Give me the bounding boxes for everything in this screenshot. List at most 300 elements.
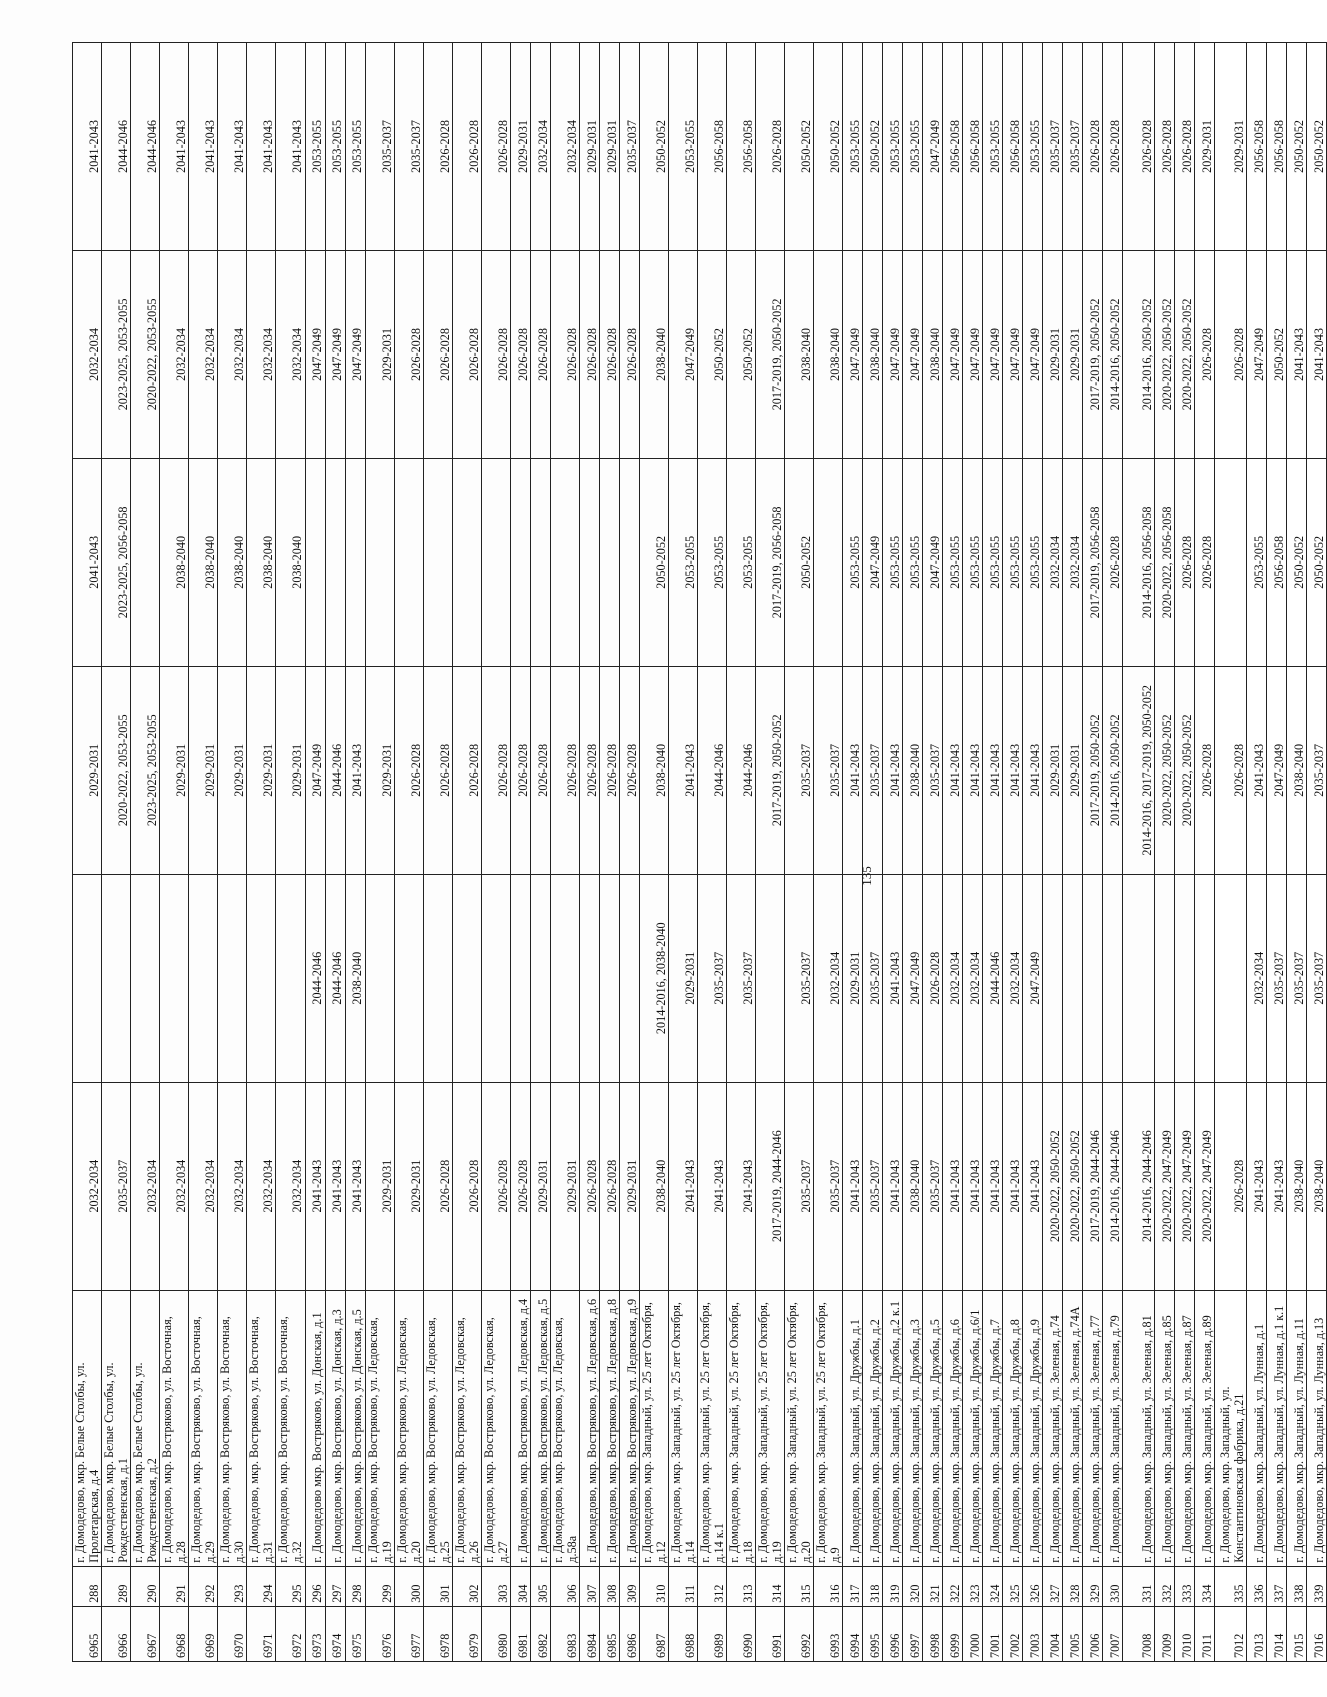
period-cell: 2032-2034 bbox=[218, 250, 247, 458]
period-cell bbox=[1215, 458, 1247, 666]
period-cell: 2026-2028 bbox=[1215, 250, 1247, 458]
table-row bbox=[1175, 43, 1195, 1662]
period-cell: 2035-2037 bbox=[923, 666, 943, 874]
period-cell: 2053-2055 bbox=[668, 43, 697, 251]
period-cell: 2041-2043 bbox=[325, 1082, 345, 1290]
period-cell: 2026-2028 bbox=[579, 250, 599, 458]
period-cell: 2026-2028 bbox=[923, 874, 943, 1082]
row-number-cell: 330 bbox=[1103, 1566, 1123, 1606]
period-cell: 2026-2028 bbox=[481, 250, 510, 458]
row-number-cell: 293 bbox=[218, 1566, 247, 1606]
period-cell: 2053-2055 bbox=[983, 458, 1003, 666]
row-number-cell: 320 bbox=[903, 1566, 923, 1606]
table-row bbox=[1195, 43, 1215, 1662]
period-cell bbox=[599, 458, 619, 666]
row-number-cell: 308 bbox=[599, 1566, 619, 1606]
period-cell: 2056-2058 bbox=[1247, 43, 1267, 251]
address-cell: г. Домодедово, мкр. Востряково, ул. Ледовская, д.8 bbox=[599, 1290, 619, 1566]
table-row bbox=[1307, 43, 1327, 1662]
period-cell: 2026-2028 bbox=[481, 1082, 510, 1290]
period-cell: 2017-2019, 2050-2052 bbox=[756, 250, 785, 458]
period-cell: 2050-2052 bbox=[814, 43, 843, 251]
period-cell: 2053-2055 bbox=[983, 43, 1003, 251]
period-cell: 2047-2049 bbox=[923, 458, 943, 666]
row-number-cell: 305 bbox=[530, 1566, 550, 1606]
row-number-cell: 328 bbox=[1063, 1566, 1083, 1606]
period-cell: 2029-2031 bbox=[218, 666, 247, 874]
row-id-cell: 7003 bbox=[1023, 1606, 1043, 1661]
period-cell: 2041-2043 bbox=[1287, 250, 1307, 458]
period-cell: 2035-2037 bbox=[1267, 874, 1287, 1082]
period-cell: 2014-2016, 2038-2040 bbox=[639, 874, 668, 1082]
period-cell bbox=[73, 874, 102, 1082]
row-id-cell: 6967 bbox=[131, 1606, 160, 1661]
row-id-cell: 6995 bbox=[863, 1606, 883, 1661]
period-cell: 2047-2049 bbox=[943, 250, 963, 458]
address-cell: г. Домодедово, мкр. Белые Столбы, ул. Пролетарская, д.4 bbox=[73, 1290, 102, 1566]
period-cell: 2056-2058 bbox=[1267, 43, 1287, 251]
period-cell: 2047-2049 bbox=[345, 250, 365, 458]
period-cell: 2044-2046 bbox=[102, 43, 131, 251]
period-cell: 2029-2031 bbox=[1195, 43, 1215, 251]
table-row bbox=[883, 43, 903, 1662]
period-cell bbox=[1155, 874, 1175, 1082]
period-cell: 2041-2043 bbox=[1023, 666, 1043, 874]
address-cell: г. Домодедово, мкр. Востряково, ул. Восточная, д.31 bbox=[247, 1290, 276, 1566]
period-cell: 2050-2052 bbox=[1307, 458, 1327, 666]
period-cell: 2053-2055 bbox=[1023, 43, 1043, 251]
address-cell: г. Домодедово, мкр. Западный, ул. Дружбы, д.6/1 bbox=[963, 1290, 983, 1566]
row-id-cell: 6991 bbox=[756, 1606, 785, 1661]
period-cell: 2041-2043 bbox=[943, 1082, 963, 1290]
period-cell: 2053-2055 bbox=[1023, 458, 1043, 666]
period-cell: 2035-2037 bbox=[785, 666, 814, 874]
period-cell: 2029-2031 bbox=[668, 874, 697, 1082]
period-cell: 2053-2055 bbox=[843, 43, 863, 251]
address-cell: г. Домодедово, мкр. Западный, ул. Дружбы, д.5 bbox=[923, 1290, 943, 1566]
row-number-cell: 322 bbox=[943, 1566, 963, 1606]
period-cell: 2035-2037 bbox=[785, 874, 814, 1082]
period-cell: 2053-2055 bbox=[1247, 458, 1267, 666]
period-cell: 2044-2046 bbox=[983, 874, 1003, 1082]
period-cell: 2023-2025, 2053-2055 bbox=[131, 666, 160, 874]
table-row bbox=[452, 43, 481, 1662]
table-row bbox=[903, 43, 923, 1662]
period-cell: 2038-2040 bbox=[785, 250, 814, 458]
period-cell: 2041-2043 bbox=[983, 1082, 1003, 1290]
address-cell: г. Домодедово, мкр. Западный, ул. Зеленая, д.74А bbox=[1063, 1290, 1083, 1566]
period-cell bbox=[189, 874, 218, 1082]
period-cell: 2035-2037 bbox=[102, 1082, 131, 1290]
period-cell: 2038-2040 bbox=[160, 458, 189, 666]
row-number-cell: 321 bbox=[923, 1566, 943, 1606]
address-cell: г. Домодедово, мкр. Западный, ул. Зеленая, д.77 bbox=[1083, 1290, 1103, 1566]
period-cell: 2014-2016, 2050-2052 bbox=[1123, 250, 1155, 458]
row-id-cell: 6978 bbox=[423, 1606, 452, 1661]
period-cell: 2035-2037 bbox=[814, 666, 843, 874]
period-cell: 2050-2052 bbox=[639, 43, 668, 251]
period-cell bbox=[345, 458, 365, 666]
period-cell: 2038-2040 bbox=[218, 458, 247, 666]
period-cell bbox=[510, 458, 530, 666]
period-cell bbox=[481, 458, 510, 666]
table-row bbox=[1155, 43, 1175, 1662]
period-cell: 2026-2028 bbox=[579, 1082, 599, 1290]
period-cell: 2044-2046 bbox=[131, 43, 160, 251]
period-cell: 2032-2034 bbox=[1247, 874, 1267, 1082]
period-cell: 2035-2037 bbox=[1043, 43, 1063, 251]
row-number-cell: 312 bbox=[698, 1566, 727, 1606]
period-cell: 2038-2040 bbox=[863, 250, 883, 458]
row-id-cell: 7008 bbox=[1123, 1606, 1155, 1661]
period-cell: 2026-2028 bbox=[1195, 250, 1215, 458]
row-number-cell: 333 bbox=[1175, 1566, 1195, 1606]
row-number-cell: 325 bbox=[1003, 1566, 1023, 1606]
period-cell: 2029-2031 bbox=[550, 1082, 579, 1290]
period-cell: 2053-2055 bbox=[325, 43, 345, 251]
period-cell: 2041-2043 bbox=[963, 666, 983, 874]
table-row bbox=[73, 43, 102, 1662]
period-cell bbox=[365, 874, 394, 1082]
period-cell bbox=[530, 458, 550, 666]
period-cell: 2035-2037 bbox=[1307, 874, 1327, 1082]
address-cell: г. Домодедово, мкр. Западный, ул. Дружбы, д.6 bbox=[943, 1290, 963, 1566]
row-id-cell: 7011 bbox=[1195, 1606, 1215, 1661]
address-cell: г. Домодедово, мкр. Востряково, ул. Ледовская, д.6 bbox=[579, 1290, 599, 1566]
period-cell: 2053-2055 bbox=[883, 458, 903, 666]
page-number: 135 bbox=[858, 866, 874, 886]
period-cell bbox=[305, 458, 325, 666]
period-cell: 2029-2031 bbox=[1063, 250, 1083, 458]
period-cell: 2026-2028 bbox=[1083, 43, 1103, 251]
row-number-cell: 306 bbox=[550, 1566, 579, 1606]
row-id-cell: 6983 bbox=[550, 1606, 579, 1661]
period-cell: 2053-2055 bbox=[1003, 458, 1023, 666]
table-row bbox=[276, 43, 305, 1662]
period-cell: 2041-2043 bbox=[1247, 1082, 1267, 1290]
address-cell: г. Домодедово, мкр. Западный, ул. Дружбы, д.8 bbox=[1003, 1290, 1023, 1566]
row-id-cell: 7002 bbox=[1003, 1606, 1023, 1661]
address-cell: г. Домодедово, мкр. Западный, ул. 25 лет Октября, д.14 bbox=[668, 1290, 697, 1566]
table-row bbox=[305, 43, 325, 1662]
period-cell: 2041-2043 bbox=[883, 666, 903, 874]
period-cell: 2020-2022, 2050-2052 bbox=[1175, 666, 1195, 874]
period-cell bbox=[814, 458, 843, 666]
period-cell: 2014-2016, 2044-2046 bbox=[1103, 1082, 1123, 1290]
address-cell: г. Домодедово, мкр. Западный, ул. Дружбы, д.2 к.1 bbox=[883, 1290, 903, 1566]
row-number-cell: 310 bbox=[639, 1566, 668, 1606]
period-cell: 2026-2028 bbox=[394, 666, 423, 874]
period-cell: 2032-2034 bbox=[963, 874, 983, 1082]
period-cell: 2029-2031 bbox=[599, 43, 619, 251]
period-cell: 2041-2043 bbox=[247, 43, 276, 251]
row-id-cell: 6965 bbox=[73, 1606, 102, 1661]
row-number-cell: 338 bbox=[1287, 1566, 1307, 1606]
period-cell bbox=[1103, 874, 1123, 1082]
address-cell: г. Домодедово, мкр. Западный, ул. Дружбы, д.7 bbox=[983, 1290, 1003, 1566]
period-cell: 2026-2028 bbox=[423, 1082, 452, 1290]
period-cell: 2020-2022, 2050-2052 bbox=[1155, 666, 1175, 874]
row-number-cell: 332 bbox=[1155, 1566, 1175, 1606]
address-cell: г. Домодедово, мкр. Западный, ул. Зеленая, д.85 bbox=[1155, 1290, 1175, 1566]
row-number-cell: 326 bbox=[1023, 1566, 1043, 1606]
row-id-cell: 6976 bbox=[365, 1606, 394, 1661]
period-cell: 2032-2034 bbox=[943, 874, 963, 1082]
period-cell: 2032-2034 bbox=[1043, 458, 1063, 666]
period-cell: 2014-2016, 2056-2058 bbox=[1123, 458, 1155, 666]
period-cell: 2029-2031 bbox=[73, 666, 102, 874]
period-cell: 2044-2046 bbox=[325, 666, 345, 874]
row-number-cell: 337 bbox=[1267, 1566, 1287, 1606]
period-cell bbox=[481, 874, 510, 1082]
period-cell: 2053-2055 bbox=[963, 458, 983, 666]
row-number-cell: 304 bbox=[510, 1566, 530, 1606]
address-cell: г. Домодедово, мкр. Востряково, ул. Восточная, д.28 bbox=[160, 1290, 189, 1566]
period-cell bbox=[1063, 874, 1083, 1082]
period-cell bbox=[325, 458, 345, 666]
row-number-cell: 299 bbox=[365, 1566, 394, 1606]
period-cell: 2026-2028 bbox=[510, 250, 530, 458]
period-cell: 2032-2034 bbox=[218, 1082, 247, 1290]
table-row bbox=[394, 43, 423, 1662]
period-cell: 2029-2031 bbox=[365, 250, 394, 458]
table-row bbox=[1247, 43, 1267, 1662]
period-cell: 2053-2055 bbox=[903, 43, 923, 251]
period-cell: 2026-2028 bbox=[550, 666, 579, 874]
period-cell: 2038-2040 bbox=[814, 250, 843, 458]
period-cell: 2047-2049 bbox=[1003, 250, 1023, 458]
row-id-cell: 6992 bbox=[785, 1606, 814, 1661]
period-cell: 2050-2052 bbox=[1267, 250, 1287, 458]
table-row bbox=[943, 43, 963, 1662]
row-id-cell: 6968 bbox=[160, 1606, 189, 1661]
period-cell bbox=[619, 874, 639, 1082]
period-cell bbox=[452, 458, 481, 666]
period-cell bbox=[1175, 874, 1195, 1082]
address-cell: г. Домодедово, мкр. Востряково, ул. Донская, д.3 bbox=[325, 1290, 345, 1566]
period-cell: 2041-2043 bbox=[668, 666, 697, 874]
period-cell: 2035-2037 bbox=[394, 43, 423, 251]
row-id-cell: 7007 bbox=[1103, 1606, 1123, 1661]
table-row bbox=[1287, 43, 1307, 1662]
period-cell: 2014-2016, 2050-2052 bbox=[1103, 250, 1123, 458]
row-number-cell: 314 bbox=[756, 1566, 785, 1606]
address-cell: г. Домодедово, мкр. Западный, ул. Лунная, д.13 bbox=[1307, 1290, 1327, 1566]
row-id-cell: 7013 bbox=[1247, 1606, 1267, 1661]
period-cell: 2017-2019, 2044-2046 bbox=[1083, 1082, 1103, 1290]
period-cell: 2026-2028 bbox=[1103, 458, 1123, 666]
table-row bbox=[1023, 43, 1043, 1662]
period-cell: 2056-2058 bbox=[963, 43, 983, 251]
address-cell: г. Домодедово, мкр. Востряково, ул. Ледовская, д.5 bbox=[530, 1290, 550, 1566]
period-cell: 2041-2043 bbox=[276, 43, 305, 251]
period-cell: 2056-2058 bbox=[1003, 43, 1023, 251]
row-id-cell: 7016 bbox=[1307, 1606, 1327, 1661]
period-cell: 2038-2040 bbox=[639, 1082, 668, 1290]
table-row bbox=[1103, 43, 1123, 1662]
period-cell: 2035-2037 bbox=[619, 43, 639, 251]
address-cell: г. Домодедово, мкр. Востряково, ул. Ледовская, д.58а bbox=[550, 1290, 579, 1566]
period-cell: 2047-2049 bbox=[1023, 874, 1043, 1082]
row-id-cell: 7004 bbox=[1043, 1606, 1063, 1661]
address-cell: г. Домодедово, мкр. Западный, ул. Дружбы, д.9 bbox=[1023, 1290, 1043, 1566]
row-id-cell: 7000 bbox=[963, 1606, 983, 1661]
table-row bbox=[923, 43, 943, 1662]
period-cell: 2032-2034 bbox=[73, 250, 102, 458]
period-cell: 2056-2058 bbox=[943, 43, 963, 251]
table-row bbox=[481, 43, 510, 1662]
period-cell: 2050-2052 bbox=[785, 458, 814, 666]
period-cell: 2035-2037 bbox=[698, 874, 727, 1082]
address-cell: г. Домодедово, мкр. Западный, ул. 25 лет Октября, д.18 bbox=[727, 1290, 756, 1566]
period-cell: 2035-2037 bbox=[1287, 874, 1307, 1082]
address-cell: г. Домодедово, мкр. Востряково, ул. Ледовская, д.20 bbox=[394, 1290, 423, 1566]
address-cell: г. Домодедово, мкр. Востряково, ул. Восточная, д.29 bbox=[189, 1290, 218, 1566]
table-row bbox=[247, 43, 276, 1662]
period-cell: 2020-2022, 2050-2052 bbox=[1043, 1082, 1063, 1290]
row-id-cell: 6996 bbox=[883, 1606, 903, 1661]
table-row bbox=[843, 43, 863, 1662]
row-id-cell: 6990 bbox=[727, 1606, 756, 1661]
row-id-cell: 6993 bbox=[814, 1606, 843, 1661]
period-cell: 2017-2019, 2050-2052 bbox=[1083, 250, 1103, 458]
period-cell bbox=[131, 874, 160, 1082]
period-cell: 2050-2052 bbox=[1287, 43, 1307, 251]
period-cell: 2026-2028 bbox=[1155, 43, 1175, 251]
period-cell bbox=[1083, 874, 1103, 1082]
period-cell bbox=[619, 458, 639, 666]
period-cell: 2026-2028 bbox=[481, 43, 510, 251]
period-cell bbox=[510, 874, 530, 1082]
row-number-cell: 290 bbox=[131, 1566, 160, 1606]
period-cell: 2041-2043 bbox=[305, 1082, 325, 1290]
table-row bbox=[698, 43, 727, 1662]
period-cell: 2032-2034 bbox=[247, 250, 276, 458]
period-cell: 2047-2049 bbox=[325, 250, 345, 458]
period-cell: 2041-2043 bbox=[73, 43, 102, 251]
row-number-cell: 295 bbox=[276, 1566, 305, 1606]
period-cell: 2047-2049 bbox=[883, 250, 903, 458]
row-id-cell: 6987 bbox=[639, 1606, 668, 1661]
table-row bbox=[599, 43, 619, 1662]
period-cell: 2032-2034 bbox=[189, 250, 218, 458]
period-cell bbox=[276, 874, 305, 1082]
period-cell bbox=[423, 458, 452, 666]
table-row bbox=[639, 43, 668, 1662]
period-cell: 2032-2034 bbox=[189, 1082, 218, 1290]
address-cell: г. Домодедово, мкр. Западный, ул. Дружбы, д.1 bbox=[843, 1290, 863, 1566]
period-cell: 2044-2046 bbox=[727, 666, 756, 874]
period-cell: 2038-2040 bbox=[1307, 1082, 1327, 1290]
row-id-cell: 6972 bbox=[276, 1606, 305, 1661]
period-cell: 2053-2055 bbox=[883, 43, 903, 251]
period-cell: 2026-2028 bbox=[452, 1082, 481, 1290]
address-cell: г. Домодедово, мкр. Западный, ул. Зеленая, д.81 bbox=[1123, 1290, 1155, 1566]
row-number-cell: 335 bbox=[1215, 1566, 1247, 1606]
period-cell bbox=[579, 458, 599, 666]
period-cell: 2050-2052 bbox=[863, 43, 883, 251]
address-cell: г. Домодедово, мкр. Западный, ул. Лунная, д.1 к.1 bbox=[1267, 1290, 1287, 1566]
period-cell: 2026-2028 bbox=[452, 250, 481, 458]
period-cell bbox=[131, 458, 160, 666]
row-id-cell: 6981 bbox=[510, 1606, 530, 1661]
period-cell: 2041-2043 bbox=[943, 666, 963, 874]
period-cell: 2047-2049 bbox=[903, 250, 923, 458]
period-cell: 2026-2028 bbox=[1175, 43, 1195, 251]
period-cell: 2053-2055 bbox=[727, 458, 756, 666]
address-cell: г. Домодедово, мкр. Западный, ул. 25 лет Октября, д.20 bbox=[785, 1290, 814, 1566]
period-cell: 2044-2046 bbox=[325, 874, 345, 1082]
rotated-table-container bbox=[72, 42, 1327, 1662]
row-id-cell: 6997 bbox=[903, 1606, 923, 1661]
period-cell bbox=[394, 458, 423, 666]
period-cell: 2041-2043 bbox=[1307, 250, 1327, 458]
period-cell: 2038-2040 bbox=[345, 874, 365, 1082]
period-cell: 2047-2049 bbox=[843, 250, 863, 458]
period-cell: 2038-2040 bbox=[639, 666, 668, 874]
row-id-cell: 7015 bbox=[1287, 1606, 1307, 1661]
period-cell: 2026-2028 bbox=[510, 1082, 530, 1290]
period-cell: 2026-2028 bbox=[530, 250, 550, 458]
address-cell: г. Домодедово, мкр. Востряково, ул. Восточная, д.32 bbox=[276, 1290, 305, 1566]
address-cell: г. Домодедово, мкр. Западный, ул. Константиновская фабрика, д.21 bbox=[1215, 1290, 1247, 1566]
row-number-cell: 331 bbox=[1123, 1566, 1155, 1606]
table-row bbox=[863, 43, 883, 1662]
period-cell bbox=[550, 874, 579, 1082]
period-cell: 2029-2031 bbox=[1215, 43, 1247, 251]
period-cell: 2029-2031 bbox=[276, 666, 305, 874]
period-cell: 2029-2031 bbox=[365, 666, 394, 874]
address-cell: г. Домодедово, мкр. Востряково, ул. Ледовская, д.19 bbox=[365, 1290, 394, 1566]
period-cell: 2053-2055 bbox=[305, 43, 325, 251]
period-cell: 2029-2031 bbox=[510, 43, 530, 251]
address-cell: г. Домодедово, мкр. Западный, ул. Зеленая, д.74 bbox=[1043, 1290, 1063, 1566]
row-number-cell: 334 bbox=[1195, 1566, 1215, 1606]
period-cell: 2032-2034 bbox=[276, 1082, 305, 1290]
row-id-cell: 6994 bbox=[843, 1606, 863, 1661]
row-number-cell: 297 bbox=[325, 1566, 345, 1606]
period-cell: 2020-2022, 2053-2055 bbox=[131, 250, 160, 458]
period-cell: 2035-2037 bbox=[863, 1082, 883, 1290]
row-id-cell: 6974 bbox=[325, 1606, 345, 1661]
period-cell: 2056-2058 bbox=[727, 43, 756, 251]
table-row bbox=[160, 43, 189, 1662]
period-cell: 2032-2034 bbox=[160, 250, 189, 458]
period-cell: 2023-2025, 2056-2058 bbox=[102, 458, 131, 666]
row-number-cell: 302 bbox=[452, 1566, 481, 1606]
period-cell: 2026-2028 bbox=[1215, 666, 1247, 874]
period-cell: 2026-2028 bbox=[619, 250, 639, 458]
period-cell bbox=[160, 874, 189, 1082]
period-cell: 2047-2049 bbox=[305, 250, 325, 458]
row-number-cell: 291 bbox=[160, 1566, 189, 1606]
period-cell: 2029-2031 bbox=[394, 1082, 423, 1290]
row-id-cell: 6980 bbox=[481, 1606, 510, 1661]
period-cell: 2032-2034 bbox=[131, 1082, 160, 1290]
period-cell: 2050-2052 bbox=[1287, 458, 1307, 666]
row-number-cell: 319 bbox=[883, 1566, 903, 1606]
period-cell: 2026-2028 bbox=[452, 666, 481, 874]
period-cell: 2041-2043 bbox=[668, 1082, 697, 1290]
period-cell: 2026-2028 bbox=[550, 250, 579, 458]
period-cell bbox=[365, 458, 394, 666]
period-cell: 2053-2055 bbox=[345, 43, 365, 251]
row-id-cell: 6973 bbox=[305, 1606, 325, 1661]
period-cell: 2029-2031 bbox=[530, 1082, 550, 1290]
row-id-cell: 6998 bbox=[923, 1606, 943, 1661]
table-row bbox=[325, 43, 345, 1662]
period-cell: 2029-2031 bbox=[189, 666, 218, 874]
